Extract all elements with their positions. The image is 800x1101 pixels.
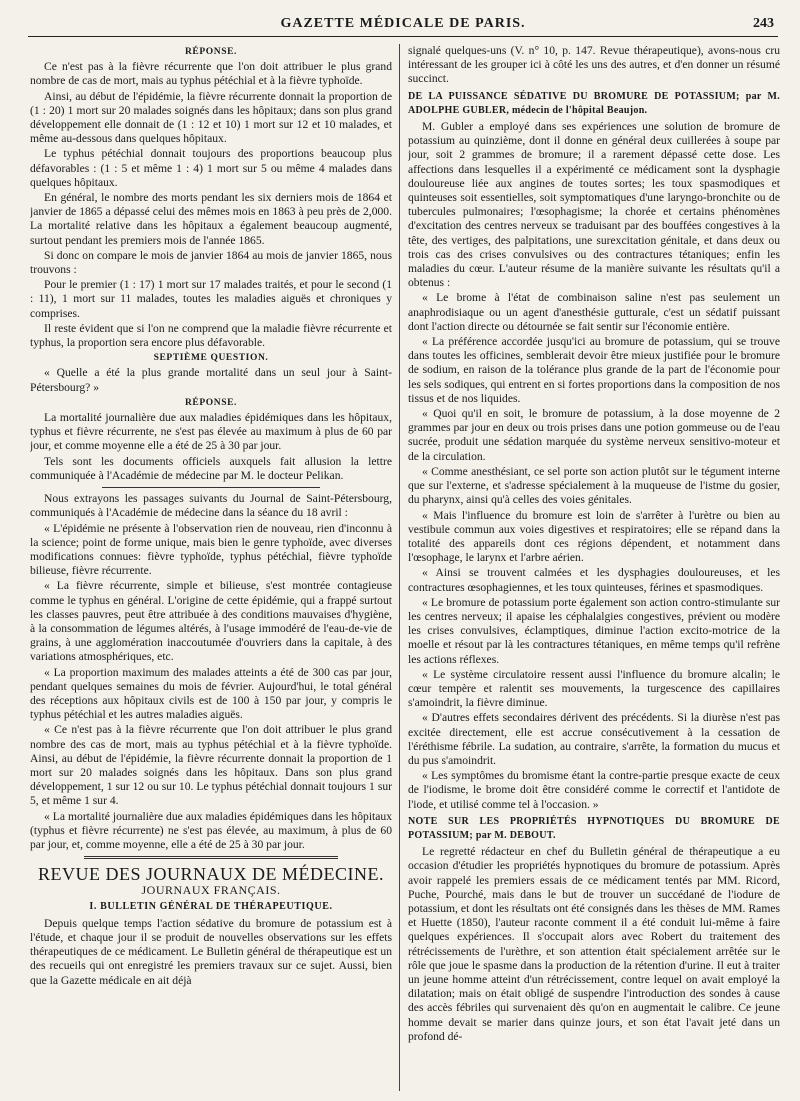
- section-title: REVUE DES JOURNAUX DE MÉDECINE.: [38, 864, 384, 885]
- quote-paragraph: « D'autres effets secondaires dérivent des précédents. Si la diurèse n'est pas excitée directement, elle est accrue consécutivement à la cessation de l'éréthisme fébrile. La sudation, au contraire, s'arrête, la formation du mucus et du pus s'amoindrit.: [408, 711, 780, 767]
- paragraph: La mortalité journalière due aux maladies épidémiques dans les hôpitaux, typhus et fièvre récurrente, ne s'est pas élevée au maximum à plus de 60 par jour, et comme moyenne elle a été de 25 à 30 par jour.: [30, 411, 392, 453]
- quote-paragraph: « La fièvre récurrente, simple et bilieuse, s'est montrée contagieuse comme le typhus en général. L'origine de cette épidémie, qui a frappé surtout les classes pauvres, peut être attribuée à des conditions mauvaises d'hygiène, à la consommation de légumes altérés, à l'usage immodéré de l'eau-de-vie de grains, à une agglomération inaccoutumée d'ouvriers dans la capitale, à des variations atmosphériques, etc.: [30, 579, 392, 664]
- page-header: [28, 16, 778, 37]
- quote-paragraph: « Mais l'influence du bromure est loin de s'arrêter à l'urètre ou bien au vestibule commun aux voies digestives et respiratoires; elle se répand dans la totalité des appareils dont ces régions dépendent, et notamment dans l'œsophage, le larynx et l'arbre aérien.: [408, 508, 780, 565]
- quote-paragraph: « Le brome à l'état de combinaison saline n'est pas seulement un anaphrodisiaque ou un agent d'anesthésie gutturale, c'est un sédatif puissant dont l'action directe ou détournée se fait sentir sur l'économie entière.: [408, 291, 780, 333]
- left-column: [30, 44, 392, 1093]
- article-heading: DE LA PUISSANCE SÉDATIVE DU BROMURE DE POTASSIUM; par M. ADOLPHE GUBLER, médecin de l'hôpital Beaujon.: [408, 90, 780, 116]
- paragraph: Nous extrayons les passages suivants du Journal de Saint-Pétersbourg, communiqués à l'Académie de médecine dans la séance du 18 avril :: [30, 492, 392, 520]
- right-column: [408, 44, 780, 1093]
- paragraph: Le regretté rédacteur en chef du Bulletin général de thérapeutique a eu occasion d'étudier les propriétés hypnotiques du bromure de potassium. Après avoir rappelé les premiers essais de ce médicament tentés par MM. Ricord, Puche, Pourché, mais dans le but de trouver un succédané de l'iodure de potassium, et dont les résultats ont été consignés dans les thèses de MM. Rames et Huette (1850), l'auteur raconte comment il a été conduit lui-même à faire quelques expériences. Il s'occupait alors avec Robert du traitement des rétrécissements de l'urèthre, et son attention était spécialement arrêtée sur le rôle que joue le spasme dans la production de la rétention d'urine. Il eut à traiter un jeune homme atteint d'un rétrécissement, contre lequel on avait employé la dilatation; mais on était obligé de suspendre l'introduction des sondes à cause des accès fébriles qui survenaient dès qu'on en augmentait le calibre. Ce jeune homme devait se marier dans quinze jours, et son état l'avait jeté dans un profond dé-: [408, 845, 780, 1043]
- paragraph: En général, le nombre des morts pendant les six derniers mois de 1864 et janvier de 1865 a dépassé celui des mêmes mois en 1863 à peu près de 2,000. La mortalité relative dans les hôpitaux a également beaucoup augmenté, surtout pendant les premiers mois de l'année 1865.: [30, 191, 392, 247]
- page-number: 243: [753, 16, 774, 31]
- quote-paragraph: « La proportion maximum des malades atteints a été de 300 cas par jour, pendant quelques semaines du mois de février. Aujourd'hui, le total général des réceptions aux hôpitaux civils est de 100 à 150 par jour, y compris le typhus pétéchial et les autres maladies aiguës.: [30, 665, 392, 722]
- quote-paragraph: « Le bromure de potassium porte également son action contro-stimulante sur les centres nerveux; il apaise les céphalalgies congestives, prévient ou modère les crises convulsives, éclamptiques, diminue l'action excito-motrice de la moelle et résout par là les contractures tétaniques, en même temps qu'il refrène les actions réflexes.: [408, 595, 780, 666]
- paragraph: Il reste évident que si l'on ne comprend que la maladie fièvre récurrente et typhus, la proportion sera encore plus défavorable.: [30, 321, 392, 350]
- section-heading: RÉPONSE.: [184, 47, 238, 57]
- paragraph: Depuis quelque temps l'action sédative du bromure de potassium est à l'étude, et chaque jour il se produit de nouvelles observations sur les effets thérapeutiques de ce médicament. Le Bulletin général de thérapeutique est un des recueils qui ont enregistré les premiers travaux sur ce sujet. Aussi, bien que la Gazette médicale en ait déjà: [30, 916, 392, 987]
- paragraph: M. Gubler a employé dans ses expériences une solution de bromure de potassium au quinzième, dont il donne en général deux cuillerées à soupe par jour, soit 2 grammes de bromure; il a rarement dépassé cette dose. Les affections dans lesquelles il a expérimenté ce médicament sont la dysphagie douloureuse liée aux angines de toutes sortes; les toux spasmodiques et quinteuses soit essentielles, soit symptomatiques d'une laryngo-bronchite ou de tubercules pulmonaires; l'œsophagisme; la chorée et certains phénomènes d'excitation des centres nerveux se traduisant par des bouffées congestives à la tête, des vertiges, des palpitations, une surexcitation génitale, et dans deux ou trois cas des crises convulsives ou des contractures tétaniques; enfin les maladies du cœur. L'auteur résume de la manière suivante les résultats qu'il a obtenus :: [408, 120, 780, 290]
- separator-rule: [102, 487, 319, 488]
- paragraph: signalé quelques-uns (V. n° 10, p. 147. Revue thérapeutique), avons-nous cru intéressant de les grouper ici à côté les uns des autres, et d'en donner un résumé succinct.: [408, 44, 780, 86]
- paragraph: Si donc on compare le mois de janvier 1864 au mois de janvier 1865, nous trouvons :: [30, 248, 392, 277]
- paragraph: Pour le premier (1 : 17) 1 mort sur 17 malades traités, et pour le second (1 : 11), 1 mort sur 11 malades, toutes les maladies aiguës et chroniques y comprises.: [30, 278, 392, 320]
- quote-paragraph: « La préférence accordée jusqu'ici au bromure de potassium, qui se trouve dans toutes les officines, semblerait devoir être mieux justifiée pour le bromure de sodium, en raison de la tolérance plus grande de la part de l'économie pour les sels sodiques, qui entrent en si fortes proportions dans la composition de nos tissus et de nos liquides.: [408, 335, 780, 405]
- paragraph: Tels sont les documents officiels auxquels fait allusion la lettre communiquée à l'Académie de médecine par M. le docteur Pelikan.: [30, 454, 392, 482]
- paragraph: Ainsi, au début de l'épidémie, la fièvre récurrente donnait la proportion de (1 : 20) 1 mort sur 20 malades soignés dans les hôpitaux; dans son plus grand développement elle donnait de (1 : 12 et 10) 1 mort sur 12 et 10 malades, et même au-dessous dans quelques hôpitaux.: [30, 89, 392, 146]
- paragraph: Le typhus pétéchial donnait toujours des proportions beaucoup plus défavorables : (1 : 5 et même 1 : 4) 1 mort sur 5 ou même 4 malades dans quelques hôpitaux.: [30, 147, 392, 189]
- column-rule: [399, 44, 400, 1091]
- quote-paragraph: « Le système circulatoire ressent aussi l'influence du bromure alcalin; le cœur tempère et ralentit ses mouvements, la turgescence des capillaires s'amoindrit, la fièvre diminue.: [408, 667, 780, 710]
- article-heading: I. BULLETIN GÉNÉRAL DE THÉRAPEUTIQUE.: [89, 900, 333, 912]
- quote-paragraph: « Ce n'est pas à la fièvre récurrente que l'on doit attribuer le plus grand nombre des cas de mort, mais au typhus pétéchial et à la fièvre typhoïde. Ainsi, au début de l'épidémie, la fièvre récurrente donnait la proportion de 1 mort sur 20 malades soignés dans les hôpitaux. Dans son plus grand développement, 1 sur 12 ou sur 10. Le typhus pétéchial donnait toujours 1 sur 5, et même 1 sur 4.: [30, 723, 392, 808]
- paragraph: « Quelle a été la plus grande mortalité dans un seul jour à Saint-Pétersbourg? »: [30, 366, 392, 394]
- journal-title: GAZETTE MÉDICALE DE PARIS.: [280, 16, 526, 31]
- section-subtitle: JOURNAUX FRANÇAIS.: [141, 883, 281, 898]
- article-heading: NOTE SUR LES PROPRIÉTÉS HYPNOTIQUES DU BROMURE DE POTASSIUM; par M. DEBOUT.: [408, 815, 780, 841]
- section-heading: SEPTIÈME QUESTION.: [153, 353, 269, 364]
- quote-paragraph: « Comme anesthésiant, ce sel porte son action plutôt sur le tégument interne que sur l'externe, et s'adresse spécialement à la muqueuse de l'istme du gosier, du pharynx, ainsi qu'à celles des voies génitales.: [408, 464, 780, 507]
- quote-paragraph: « Les symptômes du bromisme étant la contre-partie presque exacte de ceux de l'iodisme, le brome doit être considéré comme le correctif et l'antidote de l'iode, et utilisé comme tel à l'occasion. »: [408, 769, 780, 811]
- paragraph: Ce n'est pas à la fièvre récurrente que l'on doit attribuer le plus grand nombre de cas de mort, mais au typhus pétéchial et à la fièvre typhoïde.: [30, 60, 392, 88]
- double-separator-rule: [84, 856, 337, 859]
- quote-paragraph: « La mortalité journalière due aux maladies épidémiques dans les hôpitaux (typhus et fièvre récurrente) ne s'est pas élevée, au maximum, à plus de 60 par jour, et, comme moyenne, elle a été de 25 à 30 par jour.: [30, 809, 392, 851]
- quote-paragraph: « L'épidémie ne présente à l'observation rien de nouveau, rien d'inconnu à la science; point de forme unique, mais bien le genre typhoïde, avec diverses modifications connues: fièvre typhoïde, typhus pétéchial, fièvre typhoïde bilieuse, fièvre récurrente.: [30, 521, 392, 578]
- quote-paragraph: « Quoi qu'il en soit, le bromure de potassium, à la dose moyenne de 2 grammes par jour en deux ou trois prises dans une potion gommeuse ou de l'eau sucrée, produit une sédation marquée du système nerveux sensitivo-moteur et de la circulation.: [408, 407, 780, 463]
- quote-paragraph: « Ainsi se trouvent calmées et les dysphagies douloureuses, et les contractures œsophagiennes, et les toux quinteuses, férines et spasmodiques.: [408, 566, 780, 594]
- section-heading: RÉPONSE.: [184, 397, 238, 408]
